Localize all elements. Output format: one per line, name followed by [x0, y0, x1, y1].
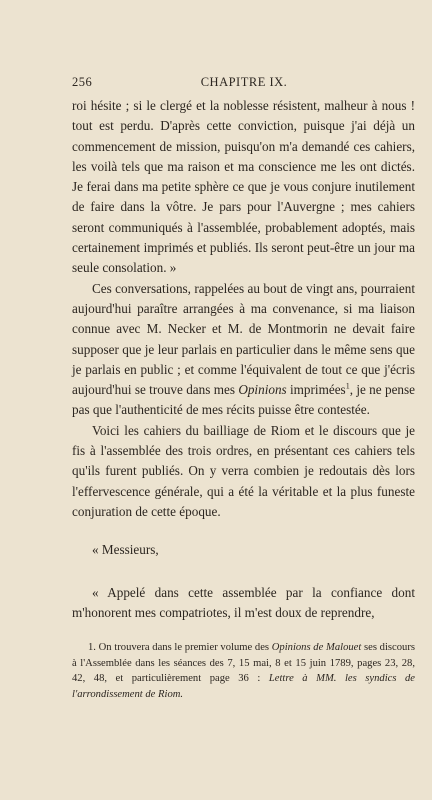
paragraph-cahiers: Voici les cahiers du bailliage de Riom et le discours que je fis à l'assemblée des trois ordres, en présentant ces cahiers tels qu'ils furent publiés. On y verra combien je redoutais dès lors l'effervescence générale, qui a été la véritable et la plus funeste conjuration de cette époque. — [72, 422, 415, 519]
paragraph-text: imprimées — [290, 382, 346, 398]
paragraph-continued: roi hésite ; si le clergé et la noblesse résistent, malheur à nous ! tout est perdu. D'après cette conviction, puisque j'ai déjà un commencement de mission, puisqu'on m'a demandé ces cahiers, les voilà tels que ma raison et ma conscience me les ont dictés. Je ferai dans ma petite sphère ce que je vous conjure inutilement de faire dans la vôtre. Je pars pour l'Auvergne ; mes cahiers seront communiqués à l'assemblée, probablement adoptés, mais certainement imprimés et publiés. Ils seront peut-être un jour ma seule consolation. » — [72, 98, 415, 276]
paragraph-discours: « Appelé dans cette assemblée par la confiance dont m'honorent mes compatriotes, il m'est doux de reprendre, — [72, 584, 415, 620]
footnote-part: ses discours à l'Assemblée dans les séances des 7, 15 mai, 8 et 15 juin 1789, pages 23, 28, 42, 48, et particulièrement page 36 : — [72, 642, 415, 684]
running-head: CHAPITRE IX. — [200, 75, 288, 89]
footnote-marker[interactable]: 1 — [345, 381, 350, 391]
page-number: 256 — [72, 75, 93, 89]
paragraph-conversations — [72, 279, 415, 421]
footnote — [72, 640, 415, 702]
footnote-italic: Lettre à MM. les syndics de l'arrondissement de Riom. — [72, 673, 416, 700]
main-text — [72, 96, 415, 623]
paragraph-text: Ces conversations, rappelées au bout de vingt ans, pourraient aujourd'hui paraître arrangées à ma convenance, si ma liaison connue avec M. Necker et M. de Montmorin ne devait faire supposer que je leur parlais en particulier dans le même sens que je parlais en public ; et comme l'équivalent de tout ce que j'écris aujourd'hui se trouve dans mes — [72, 280, 415, 398]
footnote-italic: Opinions de Malouet — [271, 642, 362, 653]
footnote-text — [72, 640, 415, 702]
salutation: « Messieurs, — [92, 542, 159, 558]
footnote-part: 1. On trouvera dans le premier volume des — [88, 642, 270, 653]
page-header — [72, 75, 416, 91]
opinions-italic: Opinions — [238, 382, 287, 398]
paragraph-text: , je ne pense pas que l'authenticité de mes récits puisse être contestée. — [72, 382, 415, 418]
